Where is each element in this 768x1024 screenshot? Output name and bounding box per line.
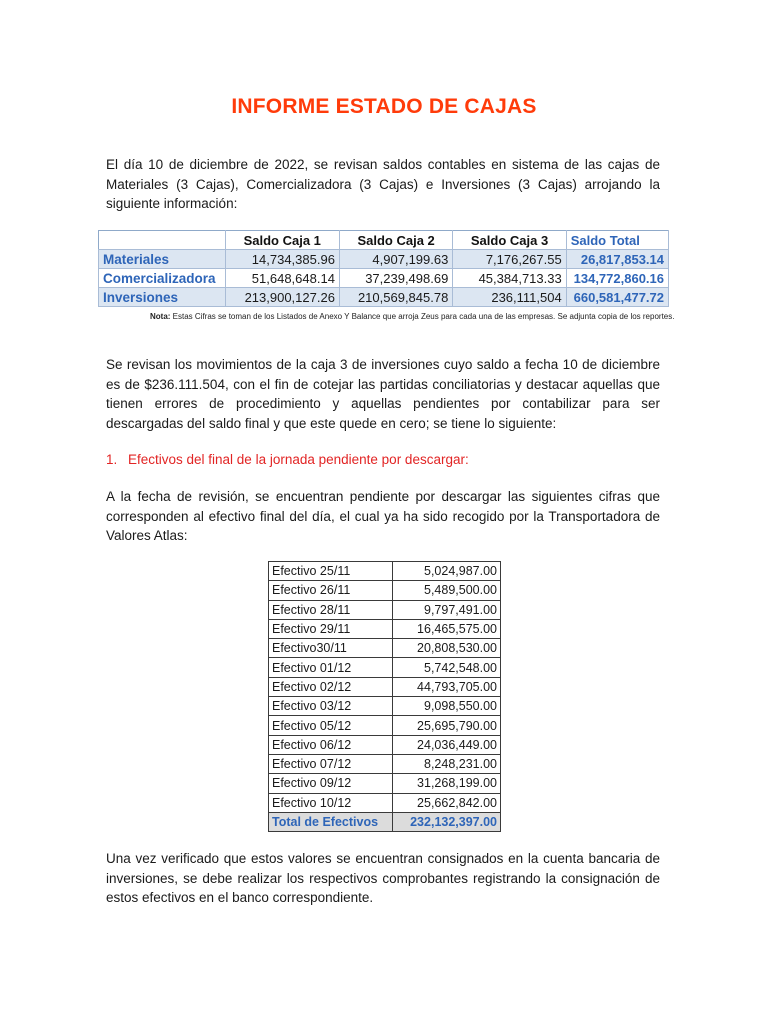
efectivo-amount: 5,742,548.00 <box>393 658 501 677</box>
pending-paragraph: A la fecha de revisión, se encuentran pendiente por descargar las siguientes cifras que corresponden al efectivo final del día, el cual ya ha sido recogido por la Transportadora de Valores Atlas: <box>106 489 660 543</box>
efectivo-amount: 8,248,231.00 <box>393 754 501 773</box>
table-row <box>269 735 501 754</box>
table-row <box>269 754 501 773</box>
table-row <box>269 562 501 581</box>
summary-header-caja1: Saldo Caja 1 <box>225 231 339 250</box>
efectivo-label: Efectivo 28/11 <box>269 600 393 619</box>
summary-cell: 51,648,648.14 <box>225 269 339 288</box>
summary-row-label: Materiales <box>99 250 226 269</box>
efectivo-label: Efectivo 03/12 <box>269 697 393 716</box>
table-row <box>269 600 501 619</box>
efectivo-label: Efectivo 07/12 <box>269 754 393 773</box>
summary-cell: 4,907,199.63 <box>339 250 452 269</box>
summary-table <box>98 230 669 307</box>
table-row <box>269 639 501 658</box>
efectivo-amount: 9,797,491.00 <box>393 600 501 619</box>
summary-cell: 7,176,267.55 <box>453 250 566 269</box>
section-title: Efectivos del final de la jornada pendiente por descargar: <box>128 452 469 467</box>
section-heading <box>106 452 469 467</box>
summary-total-cell: 660,581,477.72 <box>566 288 668 307</box>
summary-header-row <box>99 231 669 250</box>
summary-row-label: Inversiones <box>99 288 226 307</box>
table-row <box>269 619 501 638</box>
summary-cell: 45,384,713.33 <box>453 269 566 288</box>
section-number: 1. <box>106 452 118 467</box>
table-row <box>269 658 501 677</box>
summary-total-cell: 134,772,860.16 <box>566 269 668 288</box>
efectivo-amount: 20,808,530.00 <box>393 639 501 658</box>
table-note <box>150 310 680 323</box>
efectivo-amount: 9,098,550.00 <box>393 697 501 716</box>
note-text: Estas Cifras se toman de los Listados de Anexo Y Balance que arroja Zeus para cada una de las empresas. Se adjunta copia de los reportes. <box>170 312 675 321</box>
efectivos-total-label: Total de Efectivos <box>269 812 393 831</box>
review-paragraph: Se revisan los movimientos de la caja 3 de inversiones cuyo saldo a fecha 10 de diciembre es de $236.111.504, con el fin de cotejar las partidas conciliatorias y destacar aquellas que tienen errores de procedimiento y aquellas pendientes por contabilizar para ser descargadas del saldo final y que este quede en cero; se tiene lo siguiente: <box>106 357 660 431</box>
efectivo-amount: 16,465,575.00 <box>393 619 501 638</box>
table-row <box>269 774 501 793</box>
summary-row-label: Comercializadora <box>99 269 226 288</box>
final-paragraph: Una vez verificado que estos valores se encuentran consignados en la cuenta bancaria de inversiones, se debe realizar los respectivos comprobantes registrando la consignación de estos efectivos en el banco correspondiente. <box>106 851 660 905</box>
efectivo-label: Efectivo 02/12 <box>269 677 393 696</box>
summary-total-cell: 26,817,853.14 <box>566 250 668 269</box>
efectivo-amount: 25,662,842.00 <box>393 793 501 812</box>
summary-header-caja2: Saldo Caja 2 <box>339 231 452 250</box>
summary-cell: 210,569,845.78 <box>339 288 452 307</box>
note-label: Nota: <box>150 312 171 321</box>
summary-cell: 236,111,504 <box>453 288 566 307</box>
efectivo-label: Efectivo 01/12 <box>269 658 393 677</box>
efectivo-amount: 44,793,705.00 <box>393 677 501 696</box>
summary-cell: 37,239,498.69 <box>339 269 452 288</box>
efectivos-table <box>268 561 501 832</box>
report-title: INFORME ESTADO DE CAJAS <box>231 95 537 118</box>
summary-row-comercializadora <box>99 269 669 288</box>
efectivos-total-row <box>269 812 501 831</box>
efectivo-label: Efectivo 05/12 <box>269 716 393 735</box>
efectivo-amount: 25,695,790.00 <box>393 716 501 735</box>
summary-row-inversiones <box>99 288 669 307</box>
table-row <box>269 581 501 600</box>
table-row <box>269 677 501 696</box>
table-row <box>269 716 501 735</box>
summary-row-materiales <box>99 250 669 269</box>
intro-paragraph: El día 10 de diciembre de 2022, se revisan saldos contables en sistema de las cajas de Materiales (3 Cajas), Comercializadora (3 Cajas) e Inversiones (3 Cajas) arrojando la siguiente información: <box>106 157 660 211</box>
efectivo-label: Efectivo 26/11 <box>269 581 393 600</box>
efectivo-label: Efectivo 10/12 <box>269 793 393 812</box>
summary-cell: 14,734,385.96 <box>225 250 339 269</box>
efectivo-amount: 31,268,199.00 <box>393 774 501 793</box>
efectivo-label: Efectivo 09/12 <box>269 774 393 793</box>
efectivo-amount: 5,489,500.00 <box>393 581 501 600</box>
efectivo-amount: 24,036,449.00 <box>393 735 501 754</box>
summary-header-total: Saldo Total <box>566 231 668 250</box>
summary-header-caja3: Saldo Caja 3 <box>453 231 566 250</box>
efectivo-label: Efectivo 29/11 <box>269 619 393 638</box>
summary-header-corner <box>99 231 226 250</box>
summary-cell: 213,900,127.26 <box>225 288 339 307</box>
efectivo-label: Efectivo30/11 <box>269 639 393 658</box>
efectivos-total-amount: 232,132,397.00 <box>393 812 501 831</box>
efectivo-label: Efectivo 06/12 <box>269 735 393 754</box>
efectivo-amount: 5,024,987.00 <box>393 562 501 581</box>
table-row <box>269 793 501 812</box>
table-row <box>269 697 501 716</box>
efectivo-label: Efectivo 25/11 <box>269 562 393 581</box>
